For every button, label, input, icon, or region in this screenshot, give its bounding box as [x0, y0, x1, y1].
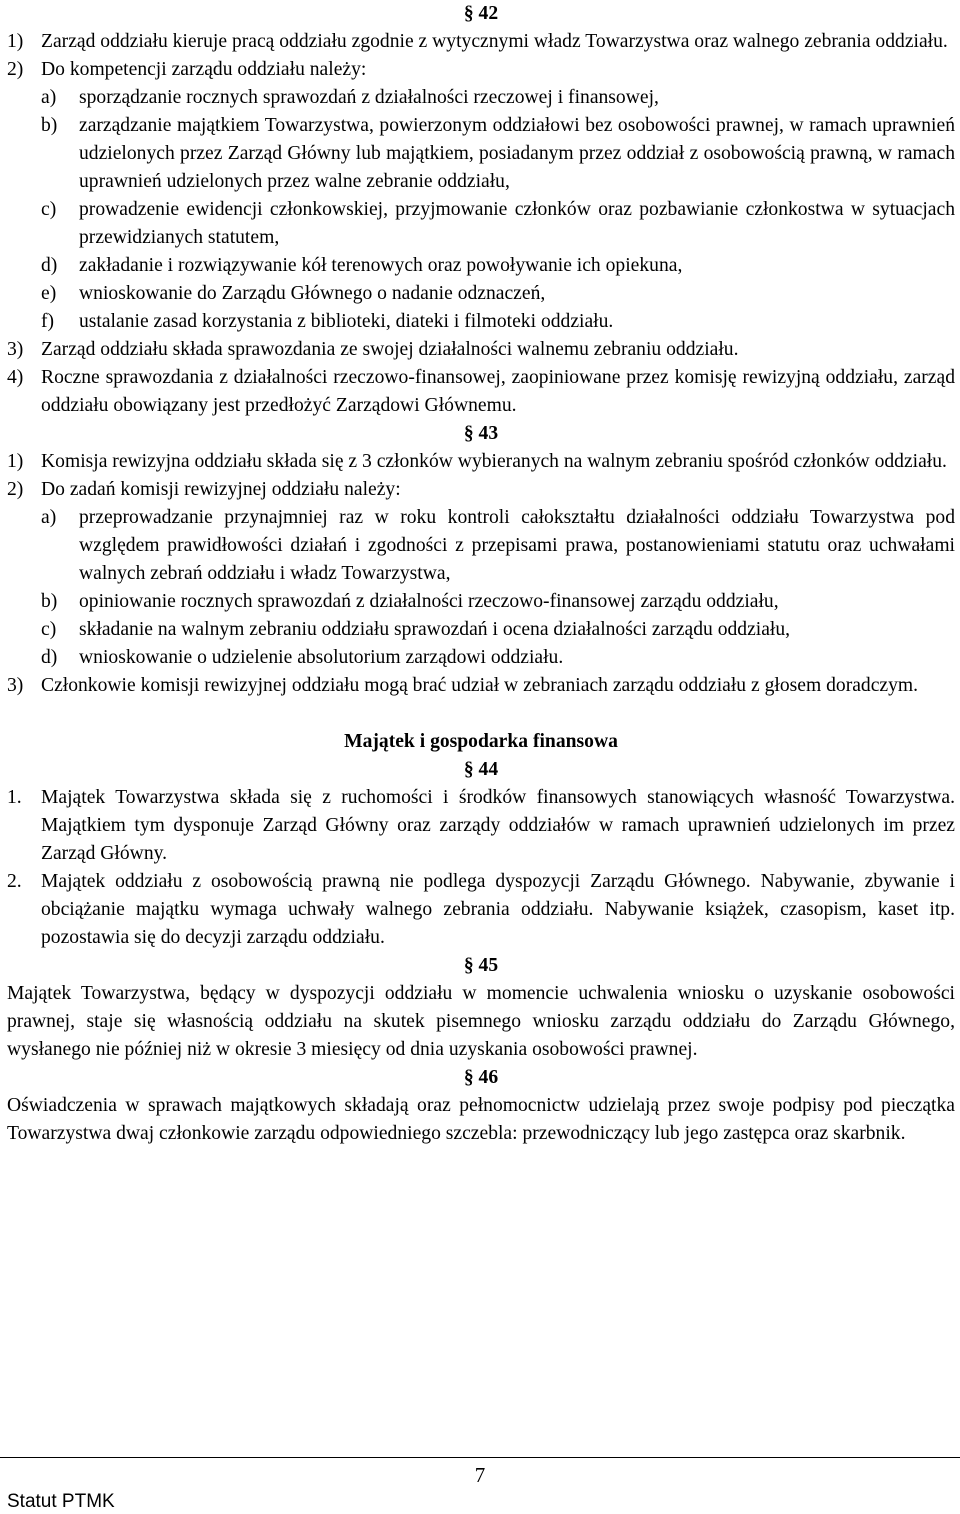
list-item — [7, 476, 955, 504]
list-marker: d) — [41, 647, 58, 668]
sub-list-item — [7, 504, 955, 588]
list-item-text: prowadzenie ewidencji członkowskiej, przyjmowanie członków oraz pozbawianie członkostwa w sytuacjach przewidzianych statutem, — [79, 199, 955, 248]
list-item-text: Roczne sprawozdania z działalności rzeczowo-finansowej, zaopiniowane przez komisję rewizyjną oddziału, zarząd oddziału obowiązany jest przedłożyć Zarządowi Głównemu. — [41, 367, 955, 416]
list-item-text: Komisja rewizyjna oddziału składa się z 3 członków wybieranych na walnym zebraniu spośród członków oddziału. — [41, 451, 947, 472]
list-item-text: wnioskowanie do Zarządu Głównego o nadanie odznaczeń, — [79, 283, 546, 304]
sub-list-item — [7, 112, 955, 196]
page-number: 7 — [474, 1463, 486, 1487]
list-marker: b) — [41, 115, 58, 136]
sub-list-item — [7, 308, 955, 336]
list-item-text: Zarząd oddziału składa sprawozdania ze swojej działalności walnemu zebraniu oddziału. — [41, 339, 739, 360]
paragraph-text: Oświadczenia w sprawach majątkowych składają oraz pełnomocnictw udzielają przez swoje podpisy pod pieczątka Towarzystwa dwaj członkowie zarządu odpowiedniego szczebla: przewodniczący lub jego zastępca oraz skarbnik. — [7, 1095, 955, 1144]
list-marker: f) — [41, 311, 55, 332]
footer-divider — [0, 1457, 960, 1458]
list-item-text: Do zadań komisji rewizyjnej oddziału należy: — [41, 479, 401, 500]
list-item-text: opiniowanie rocznych sprawozdań z działalności rzeczowo-finansowej zarządu oddziału, — [79, 591, 779, 612]
list-marker: 2. — [7, 871, 22, 892]
spacer — [7, 700, 955, 728]
list-item — [7, 364, 955, 420]
list-marker: e) — [41, 283, 57, 304]
sub-list-item — [7, 196, 955, 252]
paragraph-number: § 44 — [463, 759, 499, 780]
list-marker: 1. — [7, 787, 22, 808]
list-item-text: sporządzanie rocznych sprawozdań z działalności rzeczowej i finansowej, — [79, 87, 659, 108]
paragraph-number: § 46 — [463, 1067, 499, 1088]
paragraph-number: § 42 — [463, 3, 499, 24]
paragraph-text: Majątek Towarzystwa, będący w dyspozycji oddziału w momencie uchwalenia wniosku o uzyskanie osobowości prawnej, staje się własnością oddziału na skutek pisemnego wniosku zarządu oddziału do Zarządu Głównego, wysłanego nie później niż w okresie 3 miesięcy od dnia uzyskania osobowości prawnej. — [7, 983, 955, 1060]
list-marker: 2) — [7, 59, 24, 80]
list-item — [7, 448, 955, 476]
list-marker: 1) — [7, 451, 24, 472]
list-item-text: ustalanie zasad korzystania z biblioteki, diateki i filmoteki oddziału. — [79, 311, 614, 332]
list-item — [7, 336, 955, 364]
list-marker: c) — [41, 199, 57, 220]
list-item-text: zakładanie i rozwiązywanie kół terenowych oraz powoływanie ich opiekuna, — [79, 255, 683, 276]
list-marker: a) — [41, 507, 57, 528]
list-marker: d) — [41, 255, 58, 276]
list-item-text: Majątek Towarzystwa składa się z ruchomości i środków finansowych stanowiących własność Towarzystwa. Majątkiem tym dysponuje Zarząd Główny oraz zarządy oddziałów w ramach uprawnień udzielonych im przez Zarząd Główny. — [41, 787, 955, 864]
list-item — [7, 672, 955, 700]
list-marker: 4) — [7, 367, 24, 388]
sub-list-item — [7, 280, 955, 308]
list-marker: c) — [41, 619, 57, 640]
list-item — [7, 56, 955, 84]
sub-list-item — [7, 616, 955, 644]
section-heading: Majątek i gospodarka finansowa — [344, 731, 618, 752]
document-body — [7, 0, 955, 1148]
list-item-text: zarządzanie majątkiem Towarzystwa, powierzonym oddziałowi bez osobowości prawnej, w ramach uprawnień udzielonych przez Zarząd Główny lub majątkiem, posiadanym przez oddział z osobowością prawną, w ramach uprawnień udzielonych przez walne zebranie oddziału, — [79, 115, 955, 192]
sub-list-item — [7, 252, 955, 280]
list-item — [7, 784, 955, 868]
list-marker: 3) — [7, 675, 24, 696]
list-item-text: składanie na walnym zebraniu oddziału sprawozdań i ocena działalności zarządu oddziału, — [79, 619, 791, 640]
list-item-text: Majątek oddziału z osobowością prawną nie podlega dyspozycji Zarządu Głównego. Nabywanie, zbywanie i obciążanie majątku wymaga uchwały walnego zebrania oddziału. Nabywanie książek, czasopism, kaset itp. pozostawia się do decyzji zarządu oddziału. — [41, 871, 955, 948]
list-item — [7, 868, 955, 952]
list-marker: 2) — [7, 479, 24, 500]
list-marker: 3) — [7, 339, 24, 360]
footer-label: Statut PTMK — [7, 1491, 115, 1512]
list-item-text: wnioskowanie o udzielenie absolutorium zarządowi oddziału. — [79, 647, 564, 668]
list-item — [7, 28, 955, 56]
paragraph-number: § 45 — [463, 955, 499, 976]
list-item-text: przeprowadzanie przynajmniej raz w roku kontroli całokształtu działalności oddziału Towarzystwa pod względem prawidłowości działań i zgodności z przepisami prawa, postanowieniami statutu oraz uchwałami walnych zebrań oddziału i władz Towarzystwa, — [79, 507, 955, 584]
sub-list-item — [7, 588, 955, 616]
sub-list-item — [7, 644, 955, 672]
sub-list-item — [7, 84, 955, 112]
list-item-text: Członkowie komisji rewizyjnej oddziału mogą brać udział w zebraniach zarządu oddziału z głosem doradczym. — [41, 675, 919, 696]
list-item-text: Zarząd oddziału kieruje pracą oddziału zgodnie z wytycznymi władz Towarzystwa oraz walnego zebrania oddziału. — [41, 31, 948, 52]
list-marker: b) — [41, 591, 58, 612]
paragraph-number: § 43 — [463, 423, 499, 444]
list-item-text: Do kompetencji zarządu oddziału należy: — [41, 59, 367, 80]
list-marker: 1) — [7, 31, 24, 52]
list-marker: a) — [41, 87, 57, 108]
